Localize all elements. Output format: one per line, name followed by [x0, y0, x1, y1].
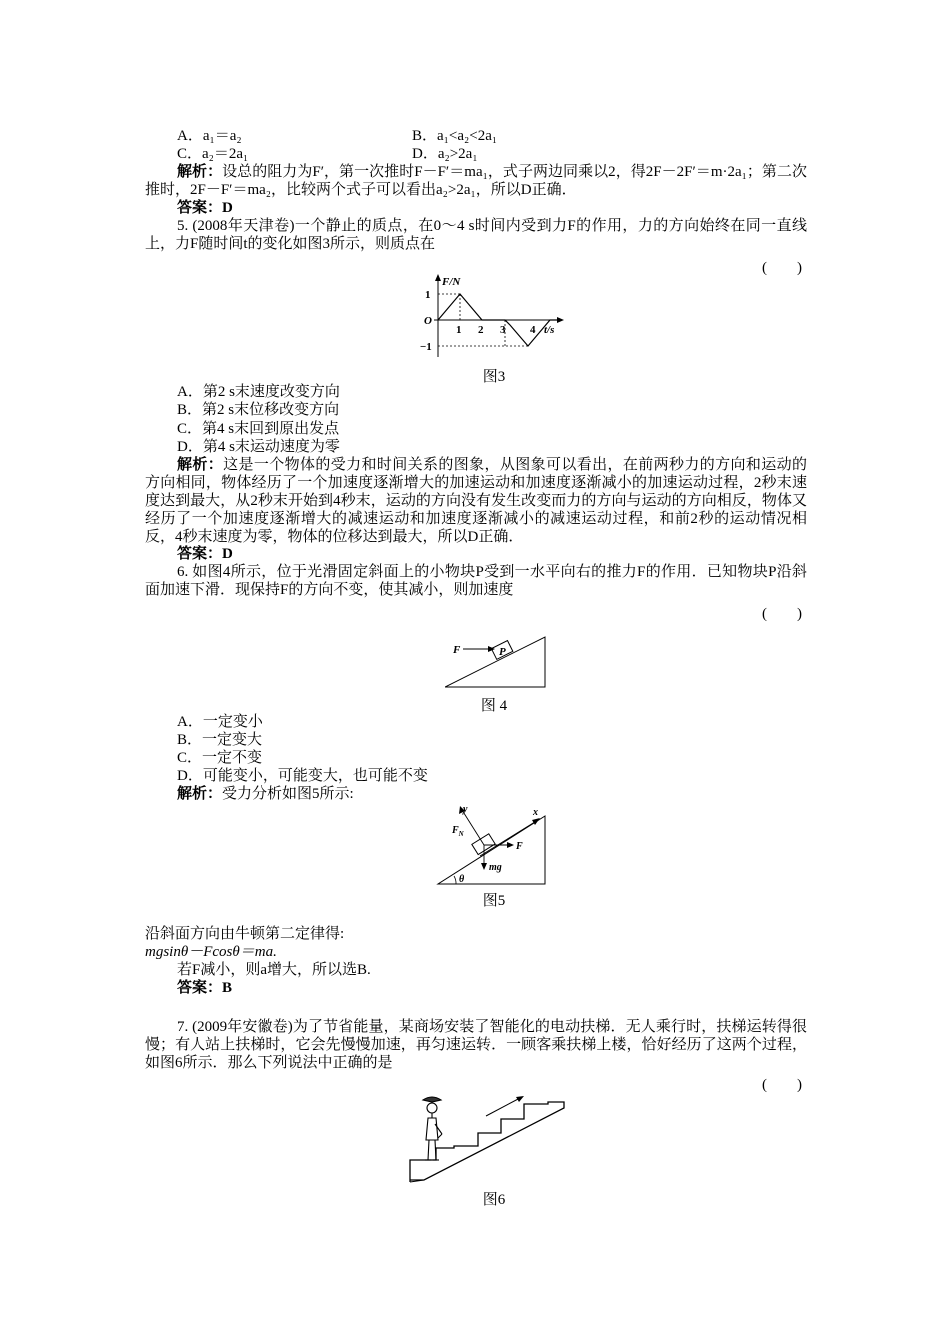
- q5-option-d: D．第4 s末运动速度为零: [177, 439, 340, 455]
- conclusion: 若F减小，则a增大，所以选B.: [177, 962, 371, 978]
- force-f-label: F: [453, 644, 461, 656]
- graph-x-tick-2: 2: [478, 324, 484, 336]
- q4-option-c: C．a₂＝2a₁: [177, 146, 249, 162]
- gravity-label: mg: [489, 862, 502, 873]
- newton-law-intro: 沿斜面方向由牛顿第二定律得:: [145, 926, 345, 942]
- q4-option-b: B．a₁<a₂<2a₁: [412, 128, 498, 144]
- q4-answer: 答案：D: [177, 200, 233, 216]
- q5-option-a: A．第2 s末速度改变方向: [177, 384, 340, 400]
- q4-analysis: [145, 163, 807, 199]
- q6-answer: 答案：B: [177, 980, 233, 996]
- q7-answer-blank: ( ): [762, 1077, 802, 1093]
- q4-option-a: A．a₁＝a₂: [177, 128, 242, 144]
- q4-option-d: D．a₂>2a₁: [412, 146, 478, 162]
- force-time-graph: [420, 272, 570, 358]
- q7-stem: 7. (2009年安徽卷)为了节省能量，某商场安装了智能化的电动扶梯．无人乘行时，扶梯运转得很慢；有人站上扶梯时，它会先慢慢加速，再匀速运转．一顾客乘扶梯上楼，恰好经历了这两个过程，如图6所示．那么下列说法中正确的是: [145, 1019, 807, 1071]
- graph-x-tick-1: 1: [456, 324, 462, 336]
- normal-force-label: $F_N$: [452, 825, 464, 838]
- axis-y-label: y: [463, 804, 468, 815]
- push-force-label: F: [516, 841, 523, 852]
- force-diagram-figure-5: [430, 800, 550, 886]
- graph-y-tick-neg1: −1: [420, 341, 432, 353]
- graph-ylabel: F/N: [442, 276, 461, 288]
- escalator-figure-6: [408, 1088, 568, 1184]
- q6-answer-blank: ( ): [762, 606, 802, 622]
- graph-xlabel: t/s: [544, 324, 555, 336]
- q6-option-b: B．一定变大: [177, 732, 263, 748]
- q6-stem: 6. 如图4所示，位于光滑固定斜面上的小物块P受到一水平向右的推力F的作用．已知物块P沿斜面加速下滑．现保持F的方向不变，使其减小，则加速度: [145, 564, 807, 598]
- angle-theta-label: θ: [459, 874, 465, 885]
- q5-answer-blank: ( ): [762, 260, 802, 276]
- analysis-text: 这是一个物体的受力和时间关系的图象，从图象可以看出，在前两秒力的方向和运动的方向相同，物体经历了一个加速度逐渐增大的加速运动和加速度逐渐减小的加速运动过程，2秒末速度达到最大，从2秒末开始到4秒末，运动的方向没有发生改变而力的方向与运动的方向相反，物体又经历了一个加速度逐渐增大的减速运动和加速度逐渐减小的减速运动过程，和前2秒的运动情况相反，4秒末速度为零，物体的位移达到最大，所以D正确．: [145, 457, 807, 545]
- q5-option-b: B．第2 s末位移改变方向: [177, 402, 340, 418]
- customer-figure: [423, 1097, 442, 1160]
- fig3-caption: 图3: [482, 369, 506, 385]
- q5-option-c: C．第4 s末回到原出发点: [177, 421, 340, 437]
- q6-option-a: A．一定变小: [177, 714, 263, 730]
- analysis-label: 解析：: [177, 457, 224, 473]
- analysis-label: 解析：: [177, 164, 223, 180]
- fig5-caption: 图5: [482, 893, 506, 909]
- fig4-caption: 图 4: [480, 698, 508, 714]
- axis-x-label: x: [533, 807, 538, 818]
- q6-option-c: C．一定不变: [177, 750, 263, 766]
- q6-analysis: [177, 785, 354, 803]
- incline-figure-4: [445, 632, 550, 688]
- analysis-text: 设总的阻力为F′，第一次推时F－F′＝ma₁，式子两边同乘以2，得2F－2F′＝m·2a₁；第二次推时，2F－F′＝ma₂，比较两个式子可以看出a₂>2a₁，所以D正确．: [145, 164, 807, 198]
- graph-y-tick-1: 1: [425, 289, 431, 301]
- equation: mgsinθ－Fcosθ＝ma.: [145, 944, 277, 960]
- fig6-caption: 图6: [482, 1192, 506, 1208]
- block-p-label: P: [499, 646, 506, 658]
- analysis-label: 解析：: [177, 786, 223, 802]
- q5-stem: 5. (2008年天津卷)一个静止的质点，在0～4 s时间内受到力F的作用，力的方向始终在同一直线上，力F随时间t的变化如图3所示，则质点在: [145, 218, 807, 252]
- graph-origin: O: [424, 315, 432, 327]
- q5-answer: 答案：D: [177, 546, 233, 562]
- analysis-text: 受力分析如图5所示:: [222, 786, 354, 802]
- q5-analysis: [145, 456, 807, 546]
- graph-x-tick-3: 3: [500, 324, 506, 336]
- graph-x-tick-4: 4: [530, 324, 536, 336]
- q6-option-d: D．可能变小，可能变大，也可能不变: [177, 768, 428, 784]
